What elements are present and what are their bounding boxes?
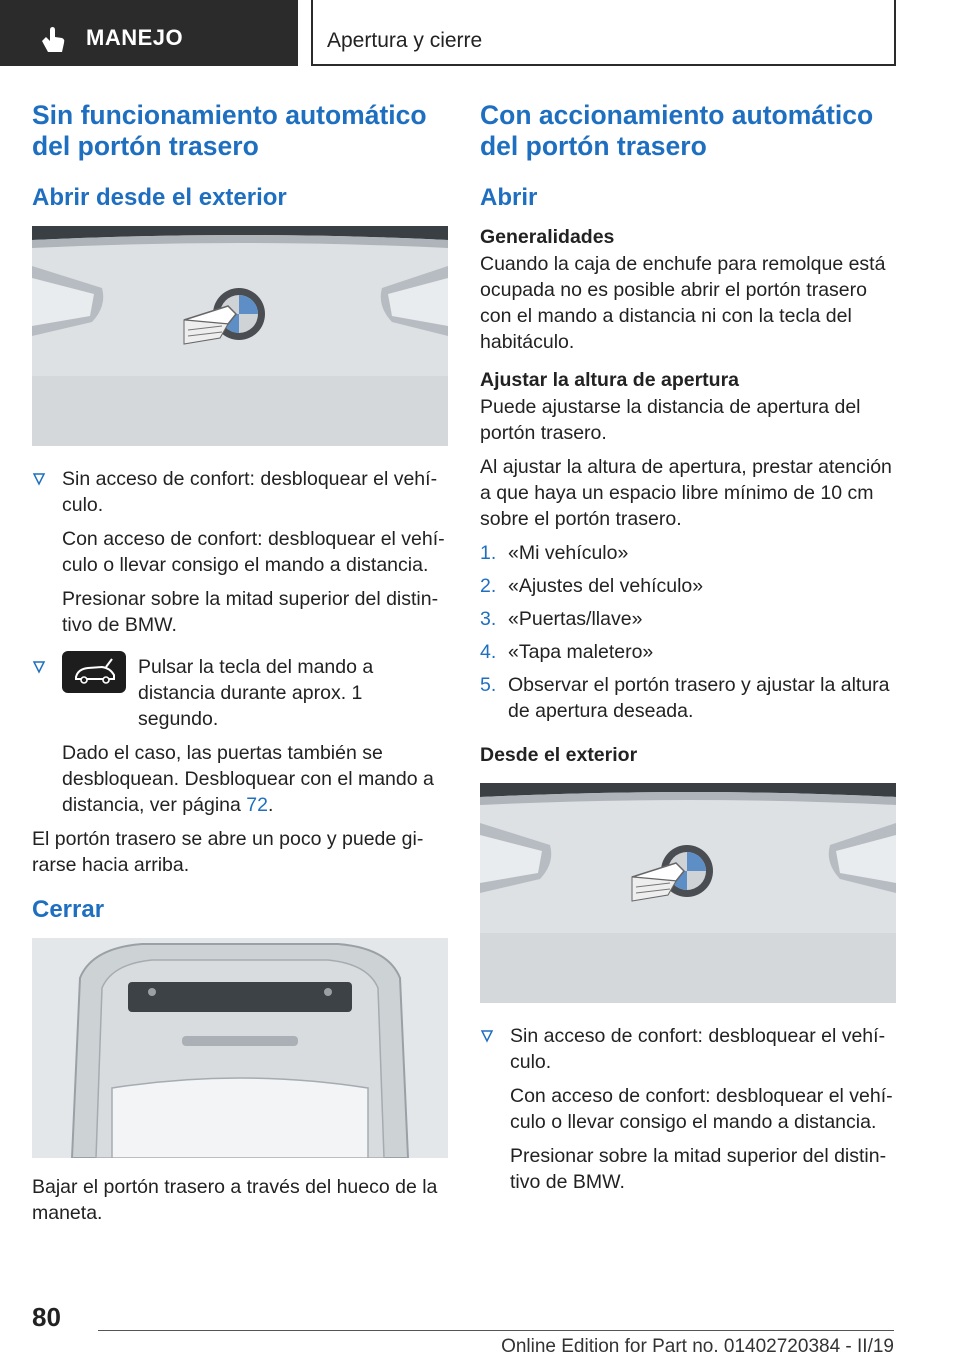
open-heading: Abrir (480, 184, 538, 211)
list-item: 2. «Ajustes del vehículo» (480, 575, 704, 597)
right-column (480, 100, 896, 1203)
general-heading: Generalidades (480, 226, 615, 248)
list-item: 5. Observar el portón trasero y ajustar la altura de apertura deseada. (480, 674, 890, 722)
bullet-text: Presionar sobre la mitad superior del distintivo de BMW. (510, 1145, 887, 1193)
opening-result-text: El portón trasero se abre un poco y puede girarse hacia arriba. (32, 828, 424, 876)
list-item: 4. «Tapa maletero» (480, 641, 654, 663)
page-number: 80 (32, 1302, 61, 1332)
right-title: Con accionamiento automático del portón trasero (480, 100, 874, 161)
chapter-tab (311, 0, 896, 66)
height-text-1: Puede ajustarse la distancia de apertura del portón trasero. (480, 396, 861, 444)
tailgate-emblem-photo (32, 226, 448, 446)
footer-divider (98, 1330, 894, 1331)
chapter-label: Apertura y cierre (327, 29, 483, 52)
exterior-heading: Desde el exterior (480, 744, 638, 766)
footer-edition: Online Edition for Part no. 01402720384 - II/19 (501, 1336, 894, 1357)
list-item: 1. «Mi vehículo» (480, 542, 629, 564)
triangle-bullet-icon (480, 1029, 494, 1043)
page-link[interactable]: 72 (246, 794, 268, 816)
close-heading: Cerrar (32, 896, 105, 923)
tailgate-emblem-photo-2 (480, 783, 896, 1003)
left-column (32, 100, 448, 1234)
exterior-open-steps (32, 466, 448, 818)
remote-tailgate-key-icon (62, 651, 126, 693)
bullet-text: Con acceso de confort: desbloquear el vehículo o llevar consigo el mando a distancia. (62, 528, 445, 576)
list-item (480, 1023, 896, 1195)
tailgate-interior-photo (32, 938, 448, 1158)
left-title: Sin funcionamiento automático del portón trasero (32, 100, 427, 161)
general-text: Cuando la caja de enchufe para remolque está ocupada no es posible abrir el portón trasero con el mando a distancia ni con la tecla del habitáculo. (480, 253, 886, 353)
bullet-text: Presionar sobre la mitad superior del distintivo de BMW. (62, 588, 439, 636)
bullet-text: Con acceso de confort: desbloquear el vehículo o llevar consigo el mando a distancia. (510, 1085, 893, 1133)
section-tab (0, 0, 298, 66)
height-text-2: Al ajustar la altura de apertura, prestar atención a que haya un espacio libre mínimo de 10 cm sobre el portón trasero. (480, 456, 892, 530)
exterior-open-steps-2 (480, 1023, 896, 1195)
key-instruction: Pulsar la tecla del mando a distancia durante aprox. 1 segundo. (138, 656, 374, 730)
list-item (32, 466, 448, 638)
hand-icon (36, 24, 68, 56)
bullet-text: Sin acceso de confort: desbloquear el vehículo. (62, 468, 438, 516)
list-item (32, 654, 448, 818)
triangle-bullet-icon (32, 660, 46, 674)
open-exterior-heading: Abrir desde el exterior (32, 184, 287, 211)
height-steps (480, 540, 896, 724)
closing-text: Bajar el portón trasero a través del hueco de la maneta. (32, 1176, 438, 1224)
triangle-bullet-icon (32, 472, 46, 486)
section-label: MANEJO (86, 25, 184, 50)
height-heading: Ajustar la altura de apertura (480, 369, 740, 391)
list-item: 3. «Puertas/llave» (480, 608, 643, 630)
bullet-text: Sin acceso de confort: desbloquear el vehículo. (510, 1025, 886, 1073)
bullet-text: Dado el caso, las puertas también se desbloquean. Desbloquear con el mando a distancia, ver página 72. (62, 742, 434, 816)
